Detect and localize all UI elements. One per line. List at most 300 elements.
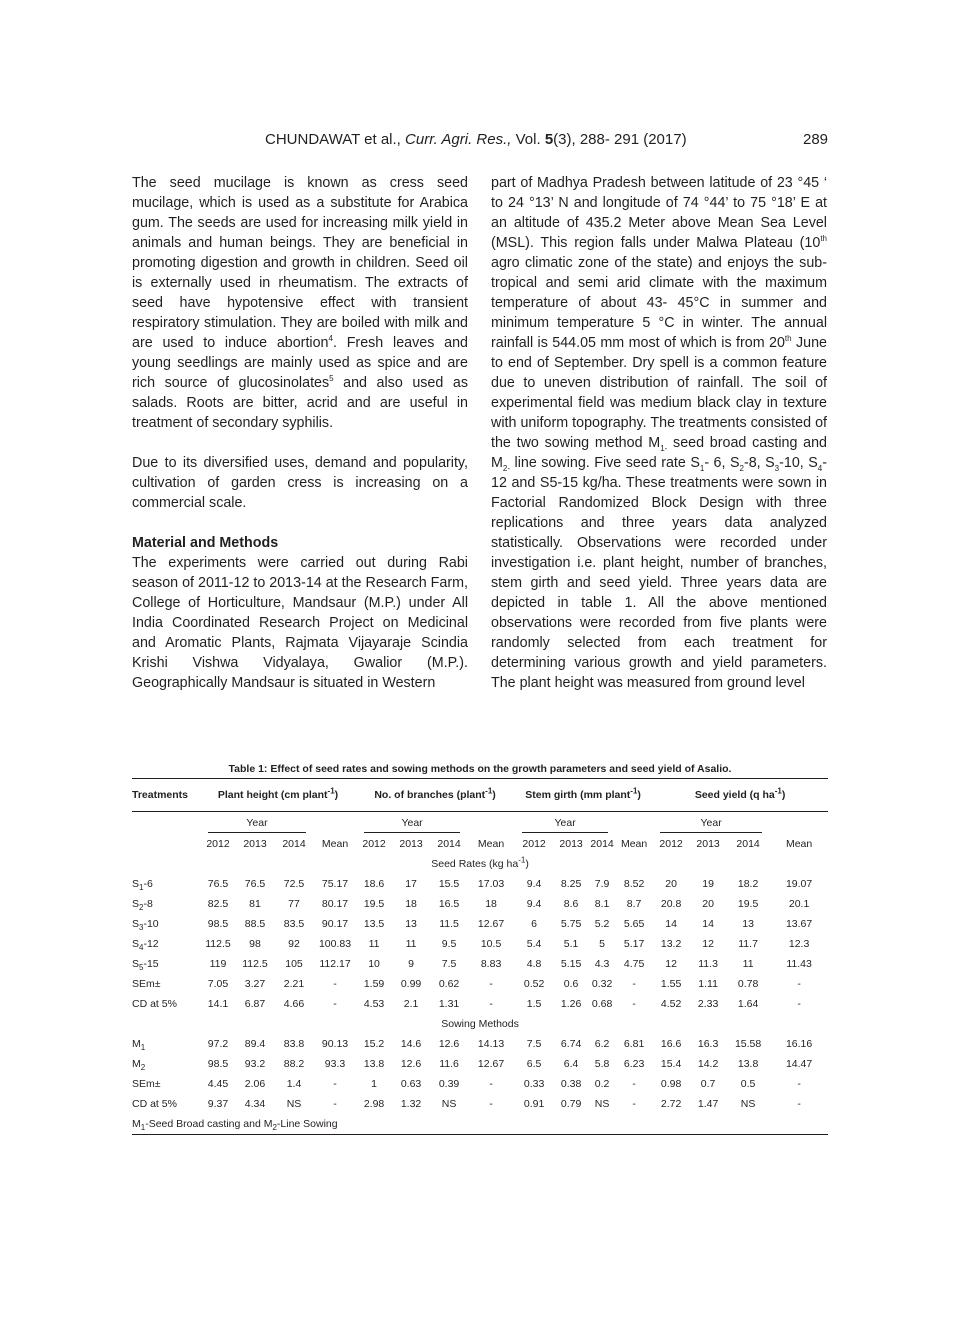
superscript: th <box>820 234 827 244</box>
fn-part: M <box>132 1118 141 1130</box>
fn-part: -Seed Broad casting and M <box>145 1118 273 1130</box>
value-cell: 5.2 <box>594 918 610 930</box>
subscript: 2 <box>139 903 144 913</box>
header-issue-pages: (3), 288- 291 (2017) <box>553 131 687 148</box>
value-cell: - <box>333 1098 337 1110</box>
value-cell: 76.5 <box>207 878 229 890</box>
table-row <box>132 1074 828 1094</box>
text-run: -12 and S5-15 kg/ha. These treatments were sown in Factorial Randomized Block Design with three replications and three years data analyzed statistically. Observations were recorded under investigation i.e. plant height, number of branches, stem girth and seed yield. Three years data are depicted in table 1. All the above mentioned observations were recorded from five plants were randomly selected from each treatment for determining various growth and yield parameters. The plant height was measured from ground level <box>491 455 827 691</box>
table-row <box>132 1094 828 1114</box>
value-cell: 6.74 <box>560 1038 582 1050</box>
value-cell: 0.32 <box>591 978 613 990</box>
group-label-close: ) <box>334 789 339 801</box>
value-cell: 7.9 <box>594 878 610 890</box>
value-cell: 14.47 <box>785 1058 813 1070</box>
group-label: No. of branches (plant <box>374 789 486 801</box>
column-header: 2012 <box>522 838 546 850</box>
value-cell: 112.5 <box>242 958 268 970</box>
label: Sowing Methods <box>441 1018 519 1030</box>
value-cell: 12.67 <box>477 1058 505 1070</box>
value-cell: 14.13 <box>477 1038 505 1050</box>
text-run: agro climatic zone of the state) and enjoys the sub-tropical and semi arid climate with the maximum temperature of about 43- 45°C in summer and minimum temperature 5 °C in winter. The annual rainfall is 544.05 mm most of which is from 20 <box>491 255 827 351</box>
value-cell: 2.06 <box>244 1078 266 1090</box>
column-header: 2012 <box>206 838 230 850</box>
value-cell: 16.3 <box>697 1038 719 1050</box>
year-header-seed-yield <box>652 812 770 834</box>
text-run: June to end of September. Dry spell is a common feature due to uneven distribution of rainfall. The soil of experimental field was medium black clay in texture with uniform topography. The treatments consisted of the two sowing method M <box>491 335 828 451</box>
table-row <box>132 954 828 974</box>
value-cell: - <box>632 978 636 990</box>
value-cell: - <box>797 978 801 990</box>
value-cell: 119 <box>209 958 227 970</box>
value-cell: - <box>797 1078 801 1090</box>
column-header: 2014 <box>282 838 306 850</box>
paragraph-demand: Due to its diversified uses, demand and popularity, cultivation of garden cress is increasing on a commercial scale. <box>132 455 468 511</box>
value-cell: 98 <box>249 938 261 950</box>
value-cell: 0.78 <box>737 978 759 990</box>
data-table <box>132 779 828 1134</box>
paragraph-location <box>491 173 827 693</box>
value-cell: 15.58 <box>734 1038 762 1050</box>
treatment-name: S <box>132 958 140 970</box>
subhead-sowing-methods <box>132 1014 828 1034</box>
superscript: th <box>784 334 792 344</box>
subhead-seed-rates <box>132 854 828 874</box>
value-cell: 15.2 <box>363 1038 385 1050</box>
value-cell: 72.5 <box>283 878 305 890</box>
table-row <box>132 894 828 914</box>
value-cell: 16.5 <box>438 898 460 910</box>
year-header-stem-girth <box>514 812 616 834</box>
year-underline <box>660 832 762 833</box>
value-cell: 11 <box>405 938 417 950</box>
table-footnote <box>132 1114 828 1134</box>
subscript: 2 <box>272 1123 277 1133</box>
treatment-cell <box>132 874 200 894</box>
value-cell: 12.6 <box>438 1038 460 1050</box>
year-underline <box>522 832 608 833</box>
value-cell: 93.3 <box>324 1058 346 1070</box>
reference-5: 5 <box>329 374 334 384</box>
treatment-suffix: -8 <box>143 898 153 910</box>
group-label: Seed yield (q ha <box>694 789 775 801</box>
value-cell: 12 <box>665 958 677 970</box>
column-header-row <box>132 834 828 854</box>
table-row <box>132 874 828 894</box>
value-cell: - <box>632 998 636 1010</box>
subscript: 4 <box>817 463 823 473</box>
subscript: 1 <box>139 883 144 893</box>
treatment-name: SEm± <box>132 1078 161 1090</box>
value-cell: 98.5 <box>207 1058 229 1070</box>
value-cell: 1.5 <box>526 998 542 1010</box>
value-cell: 88.5 <box>244 918 266 930</box>
value-cell: 5.4 <box>526 938 542 950</box>
label: Seed Rates (kg ha <box>431 858 519 870</box>
year-header-plant-height <box>200 812 314 834</box>
value-cell: 19.5 <box>737 898 759 910</box>
value-cell: 83.5 <box>283 918 305 930</box>
year-underline <box>364 832 460 833</box>
value-cell: 18.2 <box>737 878 759 890</box>
value-cell: 80.17 <box>321 898 349 910</box>
column-header: 2013 <box>243 838 267 850</box>
value-cell: 93.2 <box>244 1058 266 1070</box>
empty-cell <box>770 812 828 834</box>
value-cell: 13.67 <box>785 918 813 930</box>
group-label: Plant height (cm plant <box>217 789 328 801</box>
value-cell: - <box>797 998 801 1010</box>
text-run: line sowing. Five seed rate S <box>510 455 700 471</box>
empty-cell <box>314 812 356 834</box>
value-cell: 2.33 <box>697 998 719 1010</box>
value-cell: 9.37 <box>207 1098 229 1110</box>
treatment-cell <box>132 934 200 954</box>
value-cell: 2.1 <box>403 998 419 1010</box>
value-cell: 5.15 <box>560 958 582 970</box>
value-cell: 9.5 <box>441 938 457 950</box>
value-cell: 0.79 <box>560 1098 582 1110</box>
treatment-name: S <box>132 878 140 890</box>
value-cell: 1.4 <box>286 1078 302 1090</box>
treatment-name: S <box>132 898 140 910</box>
value-cell: 8.25 <box>560 878 582 890</box>
value-cell: 12 <box>702 938 714 950</box>
column-header: 2014 <box>590 838 614 850</box>
value-cell: 81 <box>249 898 261 910</box>
value-cell: 14.6 <box>400 1038 422 1050</box>
text-run: -8, S <box>743 455 775 471</box>
value-cell: 0.91 <box>523 1098 545 1110</box>
group-plant-height <box>200 779 356 811</box>
treatment-cell <box>132 954 200 974</box>
results-table <box>132 760 828 1135</box>
subscript: 2 <box>739 463 744 473</box>
column-header: 2013 <box>696 838 720 850</box>
value-cell: 13.8 <box>737 1058 759 1070</box>
superscript: -1 <box>774 786 782 796</box>
value-cell: 11.43 <box>786 958 812 970</box>
running-head-citation <box>265 131 687 148</box>
value-cell: 82.5 <box>207 898 229 910</box>
value-cell: 88.2 <box>283 1058 305 1070</box>
value-cell: 75.17 <box>321 878 349 890</box>
superscript: -1 <box>518 855 526 865</box>
value-cell: 9.4 <box>526 878 542 890</box>
value-cell: 14 <box>665 918 677 930</box>
value-cell: 6.2 <box>594 1038 610 1050</box>
value-cell: 8.83 <box>480 958 502 970</box>
group-label-close: ) <box>492 789 496 801</box>
value-cell: 0.2 <box>594 1078 610 1090</box>
value-cell: 10.5 <box>480 938 502 950</box>
table-row <box>132 1054 828 1074</box>
value-cell: 11.3 <box>698 958 718 970</box>
value-cell: 0.39 <box>438 1078 460 1090</box>
value-cell: 0.98 <box>660 1078 682 1090</box>
value-cell: 105 <box>285 958 303 970</box>
value-cell: 11.5 <box>439 918 459 930</box>
group-branches <box>356 779 514 811</box>
label-close: ) <box>525 858 529 870</box>
value-cell: 1.59 <box>363 978 385 990</box>
empty-cell <box>132 812 200 834</box>
value-cell: 7.05 <box>207 978 229 990</box>
value-cell: 0.99 <box>400 978 422 990</box>
value-cell: 112.5 <box>205 938 231 950</box>
value-cell: 18 <box>485 898 497 910</box>
treatment-name: S <box>132 938 140 950</box>
value-cell: 0.33 <box>523 1078 545 1090</box>
subscript: 1- <box>660 443 668 453</box>
value-cell: 20.8 <box>660 898 682 910</box>
subscript: 3 <box>774 463 780 473</box>
year-label: Year <box>246 817 268 829</box>
value-cell: 4.53 <box>363 998 385 1010</box>
value-cell: 0.7 <box>700 1078 716 1090</box>
column-header: 2013 <box>559 838 583 850</box>
empty-cell <box>132 834 200 854</box>
text-run: The seed mucilage is known as cress seed mucilage, which is used as a substitute for Arabica gum. The seeds are used for increasing milk yield in animals and human beings. They are beneficial in promoting digestion and growth in children. Seed oil is externally used in rheumatism. The extracts of seed have hypotensive effect with transient respiratory stimulation. They are boiled with milk and are used to induce abortion <box>132 175 468 351</box>
text-run: - 6, S <box>704 455 740 471</box>
treatment-cell <box>132 894 200 914</box>
value-cell: 13.5 <box>363 918 385 930</box>
treatment-suffix: -10 <box>143 918 159 930</box>
value-cell: 5.65 <box>623 918 645 930</box>
value-cell: 11.6 <box>439 1058 459 1070</box>
value-cell: 0.68 <box>591 998 613 1010</box>
treatment-suffix: -12 <box>143 938 159 950</box>
group-header-row <box>132 779 828 811</box>
value-cell: 16.6 <box>660 1038 682 1050</box>
value-cell: 112.17 <box>319 958 351 970</box>
column-header: 2012 <box>659 838 683 850</box>
value-cell: 6 <box>531 918 537 930</box>
column-header: Mean <box>785 838 813 850</box>
value-cell: 100.83 <box>318 938 352 950</box>
value-cell: 16.16 <box>785 1038 813 1050</box>
value-cell: 90.13 <box>321 1038 349 1050</box>
running-header <box>0 131 960 151</box>
value-cell: 15.5 <box>438 878 460 890</box>
value-cell: - <box>489 978 493 990</box>
value-cell: 10 <box>368 958 380 970</box>
treatment-cell <box>132 1074 200 1094</box>
value-cell: 9.4 <box>526 898 542 910</box>
table-row <box>132 994 828 1014</box>
group-label: Stem girth (mm plant <box>525 789 631 801</box>
value-cell: 0.52 <box>523 978 545 990</box>
value-cell: 5.17 <box>623 938 645 950</box>
value-cell: 98.5 <box>207 918 229 930</box>
treatment-name: CD at 5% <box>132 1098 177 1110</box>
text-run: -10, S <box>779 455 818 471</box>
value-cell: 18.6 <box>363 878 385 890</box>
left-column <box>132 173 468 693</box>
value-cell: NS <box>740 1098 756 1110</box>
subscript: 5 <box>139 963 144 973</box>
value-cell: 76.5 <box>244 878 266 890</box>
value-cell: 12.6 <box>400 1058 422 1070</box>
value-cell: 1 <box>371 1078 377 1090</box>
group-label-close: ) <box>781 789 786 801</box>
empty-cell <box>468 812 514 834</box>
value-cell: 1.64 <box>737 998 759 1010</box>
value-cell: 97.2 <box>207 1038 229 1050</box>
value-cell: 13 <box>405 918 417 930</box>
value-cell: 12.3 <box>788 938 810 950</box>
subscript: 1 <box>140 1043 146 1053</box>
paragraph-experiment: The experiments were carried out during Rabi season of 2011-12 to 2013-14 at the Research Farm, College of Horticulture, Mandsaur (M.P.) under All India Coordinated Research Project on Medicinal and Aromatic Plants, Rajmata Vijayaraje Scindia Krishi Vishwa Vidyalaya, Gwalior (M.P.). Geographically Mandsaur is situated in Western <box>132 555 468 691</box>
value-cell: 2.98 <box>363 1098 385 1110</box>
value-cell: 77 <box>288 898 300 910</box>
value-cell: 7.5 <box>526 1038 542 1050</box>
value-cell: NS <box>594 1098 610 1110</box>
value-cell: 90.17 <box>321 918 349 930</box>
treatment-cell <box>132 1094 200 1114</box>
value-cell: 5.1 <box>563 938 579 950</box>
value-cell: NS <box>441 1098 457 1110</box>
value-cell: - <box>632 1098 636 1110</box>
column-header: Mean <box>321 838 349 850</box>
table-row <box>132 914 828 934</box>
value-cell: 0.38 <box>560 1078 582 1090</box>
value-cell: 11.7 <box>738 938 758 950</box>
treatment-name: M <box>132 1058 141 1070</box>
value-cell: 19.07 <box>785 878 813 890</box>
value-cell: 2.72 <box>660 1098 682 1110</box>
treatment-cell <box>132 1054 200 1074</box>
value-cell: 14.1 <box>207 998 229 1010</box>
value-cell: 20.1 <box>788 898 810 910</box>
table-row <box>132 1034 828 1054</box>
group-seed-yield <box>652 779 828 811</box>
value-cell: 6.5 <box>526 1058 542 1070</box>
subscript: 2- <box>502 463 511 473</box>
value-cell: - <box>797 1098 801 1110</box>
header-authors: CHUNDAWAT et al., <box>265 131 401 148</box>
superscript: -1 <box>630 786 638 796</box>
value-cell: 3.27 <box>244 978 266 990</box>
value-cell: 4.34 <box>244 1098 266 1110</box>
section-heading-material-methods: Material and Methods <box>132 535 279 551</box>
value-cell: 8.52 <box>623 878 645 890</box>
value-cell: 19.5 <box>363 898 385 910</box>
header-volume: 5 <box>544 131 554 148</box>
text-run: . Fresh leaves and young seedlings are mainly used as spice and are rich source of glucosinolates <box>132 335 468 391</box>
group-stem-girth <box>514 779 652 811</box>
header-volume-prefix: Vol. <box>515 131 541 148</box>
year-label: Year <box>554 817 576 829</box>
value-cell: 4.45 <box>207 1078 229 1090</box>
value-cell: 14.2 <box>697 1058 719 1070</box>
value-cell: - <box>333 998 337 1010</box>
year-label: Year <box>401 817 423 829</box>
value-cell: 5.8 <box>594 1058 610 1070</box>
value-cell: - <box>489 1098 493 1110</box>
value-cell: 0.5 <box>740 1078 756 1090</box>
value-cell: 1.32 <box>400 1098 422 1110</box>
value-cell: 0.62 <box>438 978 460 990</box>
value-cell: 11 <box>742 958 754 970</box>
value-cell: 20 <box>665 878 677 890</box>
year-row <box>132 812 828 834</box>
year-label: Year <box>700 817 722 829</box>
value-cell: 6.4 <box>563 1058 579 1070</box>
treatment-cell <box>132 1034 200 1054</box>
column-header: 2012 <box>362 838 386 850</box>
value-cell: 0.63 <box>400 1078 422 1090</box>
subscript: 1 <box>140 1123 146 1133</box>
table-row <box>132 974 828 994</box>
empty-cell <box>616 812 652 834</box>
treatment-suffix: -15 <box>143 958 159 970</box>
column-header: 2014 <box>736 838 760 850</box>
value-cell: 6.81 <box>623 1038 645 1050</box>
reference-4: 4 <box>328 334 333 344</box>
value-cell: 4.75 <box>623 958 645 970</box>
value-cell: 13 <box>742 918 754 930</box>
value-cell: - <box>333 1078 337 1090</box>
value-cell: 5.75 <box>560 918 582 930</box>
subhead-sowing-methods-label <box>132 1014 828 1034</box>
superscript: -1 <box>485 786 493 796</box>
subscript: 2 <box>140 1063 146 1073</box>
column-header: 2013 <box>399 838 423 850</box>
value-cell: 13.8 <box>363 1058 385 1070</box>
value-cell: - <box>333 978 337 990</box>
text-run: part of Madhya Pradesh between latitude of 23 °45 ‘ to 24 °13’ N and longitude of 74 °44’ to 75 °18’ E at an altitude of 435.2 Meter above Mean Sea Level (MSL). This region falls under Malwa Plateau (10 <box>491 175 827 251</box>
value-cell: 4.66 <box>283 998 305 1010</box>
subscript: 3 <box>139 923 144 933</box>
value-cell: 12.67 <box>477 918 505 930</box>
footnote-row <box>132 1114 828 1134</box>
value-cell: 18 <box>405 898 417 910</box>
value-cell: - <box>489 998 493 1010</box>
value-cell: 4.8 <box>526 958 542 970</box>
subscript: 4 <box>139 943 144 953</box>
column-header: Mean <box>477 838 505 850</box>
value-cell: 15.4 <box>660 1058 682 1070</box>
paragraph-uses <box>132 173 468 433</box>
value-cell: NS <box>286 1098 302 1110</box>
value-cell: 8.7 <box>626 898 642 910</box>
value-cell: 0.6 <box>563 978 579 990</box>
value-cell: 89.4 <box>244 1038 266 1050</box>
value-cell: 8.6 <box>563 898 579 910</box>
superscript: -1 <box>327 786 335 796</box>
treatment-name: M <box>132 1038 141 1050</box>
value-cell: 17.03 <box>477 878 505 890</box>
treatment-name: SEm± <box>132 978 161 990</box>
value-cell: 1.55 <box>660 978 682 990</box>
value-cell: 4.3 <box>594 958 610 970</box>
value-cell: 1.47 <box>697 1098 719 1110</box>
table-caption: Table 1: Effect of seed rates and sowing methods on the growth parameters and seed yield of Asalio. <box>228 763 732 775</box>
value-cell: - <box>632 1078 636 1090</box>
value-cell: - <box>489 1078 493 1090</box>
treatment-name: CD at 5% <box>132 998 177 1010</box>
value-cell: 4.52 <box>660 998 682 1010</box>
value-cell: 8.1 <box>594 898 610 910</box>
page-number: 289 <box>803 131 829 148</box>
value-cell: 7.5 <box>441 958 457 970</box>
treatment-name: S <box>132 918 140 930</box>
fn-part: -Line Sowing <box>276 1118 338 1130</box>
value-cell: 2.21 <box>283 978 305 990</box>
treatment-suffix: -6 <box>143 878 153 890</box>
value-cell: 5 <box>599 938 605 950</box>
